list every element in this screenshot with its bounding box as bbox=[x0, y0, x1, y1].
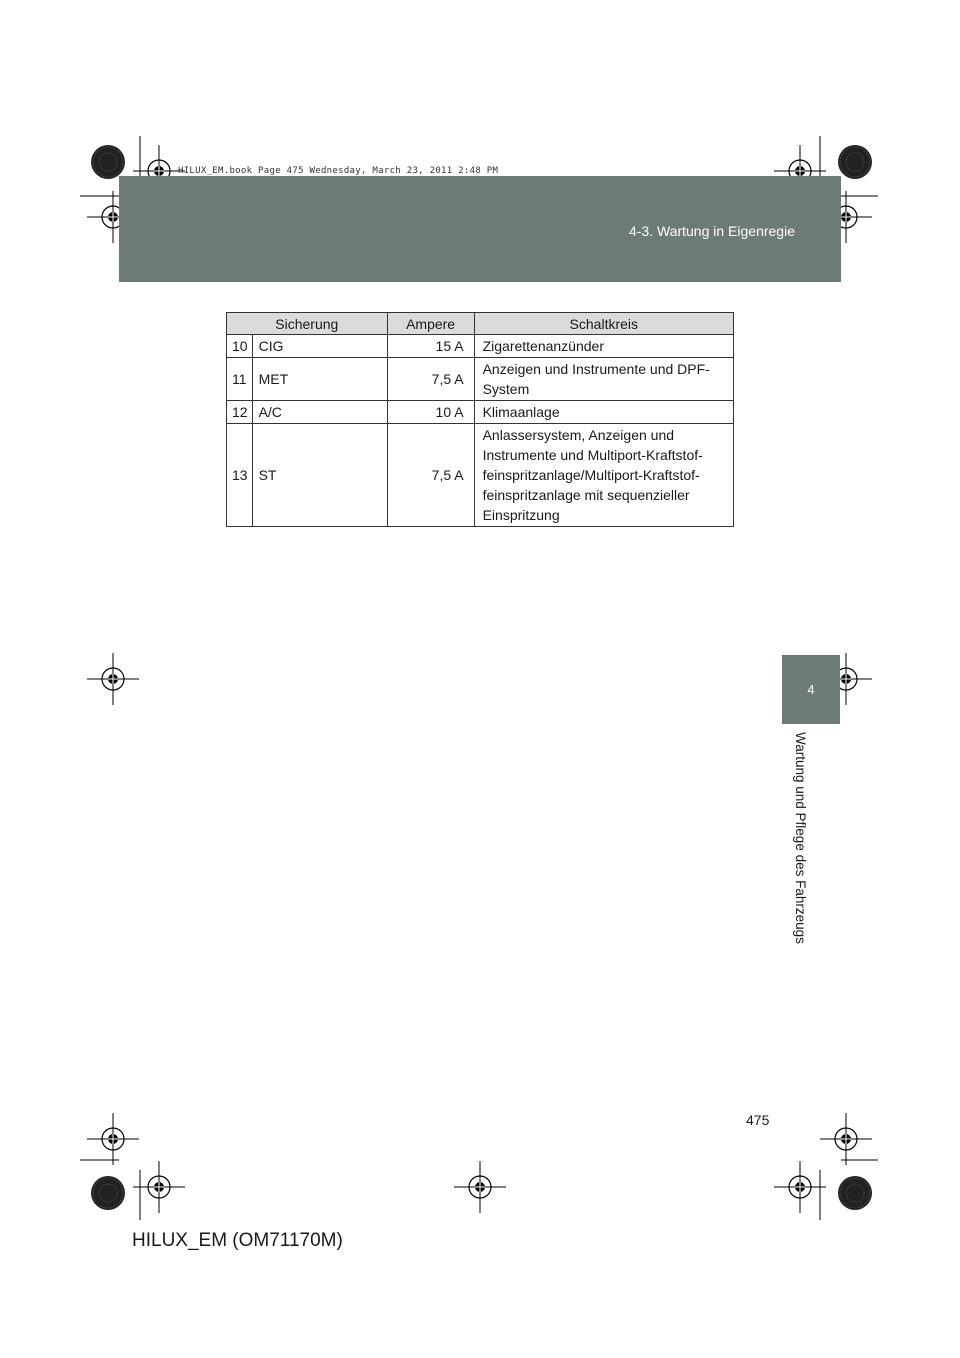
table-row bbox=[227, 335, 734, 358]
column-header-fuse: Sicherung bbox=[227, 313, 388, 335]
column-header-circuit: Schaltkreis bbox=[474, 313, 733, 335]
fuse-circuit: Klimaanlage bbox=[474, 401, 733, 424]
fuse-name: MET bbox=[252, 358, 387, 401]
fuse-circuit: Anzeigen und Instrumente und DPF-System bbox=[474, 358, 733, 401]
fuse-ampere: 7,5 A bbox=[387, 424, 474, 527]
table-row bbox=[227, 424, 734, 527]
page-number: 475 bbox=[746, 1112, 770, 1128]
table-row bbox=[227, 401, 734, 424]
fuse-number: 11 bbox=[227, 358, 253, 401]
fuse-name: CIG bbox=[252, 335, 387, 358]
fuse-circuit: Zigarettenanzünder bbox=[474, 335, 733, 358]
fuse-number: 12 bbox=[227, 401, 253, 424]
chapter-label: Wartung und Pflege des Fahrzeugs bbox=[793, 732, 808, 944]
fuse-ampere: 15 A bbox=[387, 335, 474, 358]
header-band bbox=[119, 176, 841, 282]
chapter-tab: 4 bbox=[782, 655, 840, 724]
column-header-ampere: Ampere bbox=[387, 313, 474, 335]
table-header-row bbox=[227, 313, 734, 335]
fuse-table bbox=[226, 312, 734, 527]
fuse-number: 10 bbox=[227, 335, 253, 358]
fuse-name: A/C bbox=[252, 401, 387, 424]
fuse-number: 13 bbox=[227, 424, 253, 527]
section-title: 4-3. Wartung in Eigenregie bbox=[628, 223, 795, 239]
table-row bbox=[227, 358, 734, 401]
document-code: HILUX_EM (OM71170M) bbox=[132, 1230, 343, 1251]
fuse-name: ST bbox=[252, 424, 387, 527]
fuse-ampere: 7,5 A bbox=[387, 358, 474, 401]
book-stamp: HILUX_EM.book Page 475 Wednesday, March 23, 2011 2:48 PM bbox=[178, 166, 499, 176]
fuse-circuit: Anlassersystem, Anzeigen und Instrumente und Multiport-Kraftstof-feinspritzanlage/Multiport-Kraftstof-feinspritzanlage mit sequenzieller Einspritzung bbox=[474, 424, 733, 527]
fuse-ampere: 10 A bbox=[387, 401, 474, 424]
